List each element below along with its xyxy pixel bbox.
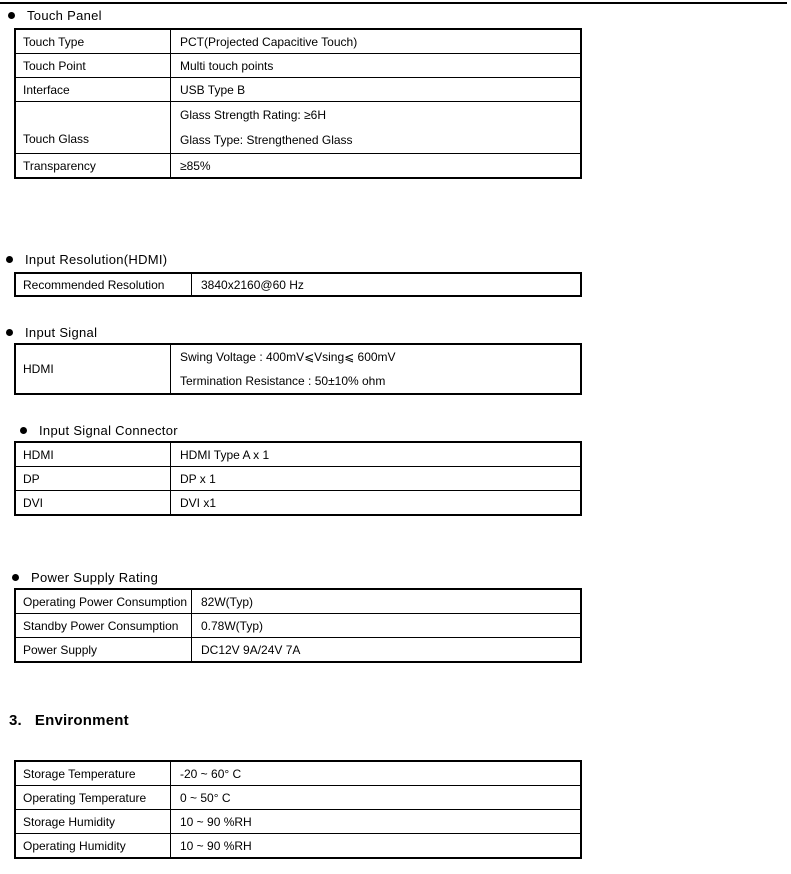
value-line: 10 ~ 90 %RH: [180, 838, 252, 853]
value-line: DVI x1: [180, 495, 217, 510]
row-value: [171, 810, 580, 833]
table-row: [16, 467, 580, 491]
value-line: -20 ~ 60° C: [180, 766, 242, 781]
page-top-rule: [0, 2, 787, 4]
input-resolution-table: [14, 272, 582, 297]
table-row: [16, 786, 580, 810]
input-signal-table: [14, 343, 582, 395]
row-label: Transparency: [16, 154, 171, 177]
section-heading-touch-panel: [8, 7, 102, 23]
row-label: Operating Temperature: [16, 786, 171, 809]
row-value: [171, 102, 580, 153]
row-value: [171, 54, 580, 77]
row-value: [192, 590, 580, 613]
chapter-number: 3.: [9, 712, 22, 729]
table-row: [16, 30, 580, 54]
row-value: [171, 762, 580, 785]
value-line: 82W(Typ): [201, 594, 254, 609]
row-label: Touch Point: [16, 54, 171, 77]
row-label: Recommended Resolution: [16, 274, 192, 295]
row-label: HDMI: [16, 345, 171, 393]
value-line: 3840x2160@60 Hz: [201, 277, 304, 292]
table-row: [16, 154, 580, 177]
section-heading-input-resolution: [6, 251, 167, 267]
value-line: Glass Type: Strengthened Glass: [180, 132, 353, 147]
section-title: Input Signal Connector: [39, 422, 178, 438]
value-line: USB Type B: [180, 82, 246, 97]
bullet-icon: [12, 574, 19, 581]
value-line: Termination Resistance : 50±10% ohm: [180, 374, 386, 388]
table-row: [16, 834, 580, 857]
environment-table: [14, 760, 582, 859]
row-value: [192, 274, 580, 295]
bullet-icon: [20, 427, 27, 434]
row-label: Power Supply: [16, 638, 192, 661]
value-line: PCT(Projected Capacitive Touch): [180, 34, 358, 49]
value-line: HDMI Type A x 1: [180, 447, 270, 462]
table-row: [16, 638, 580, 661]
chapter-title: Environment: [34, 712, 129, 729]
row-value: [192, 638, 580, 661]
row-label: Operating Humidity: [16, 834, 171, 857]
section-heading-power-supply-rating: [12, 569, 158, 585]
table-row: [16, 762, 580, 786]
section-heading-input-signal: [6, 324, 97, 340]
row-value: [171, 467, 580, 490]
row-value: [171, 491, 580, 514]
section-title: Input Signal: [25, 324, 98, 340]
row-label: HDMI: [16, 443, 171, 466]
row-value: [171, 834, 580, 857]
row-label: Operating Power Consumption: [16, 590, 192, 613]
table-row: [16, 491, 580, 514]
value-line: DP x 1: [180, 471, 216, 486]
bullet-icon: [6, 329, 13, 336]
row-value: [171, 345, 580, 393]
row-label: Storage Humidity: [16, 810, 171, 833]
row-label: Touch Type: [16, 30, 171, 53]
chapter-heading-environment: [9, 712, 129, 729]
table-row: [16, 102, 580, 154]
row-value: [171, 30, 580, 53]
table-row: [16, 614, 580, 638]
section-title: Input Resolution(HDMI): [25, 251, 168, 267]
bullet-icon: [8, 12, 15, 19]
section-title: Touch Panel: [27, 7, 102, 23]
table-row: [16, 345, 580, 393]
row-value: [192, 614, 580, 637]
value-line: 0 ~ 50° C: [180, 790, 231, 805]
row-value: [171, 154, 580, 177]
row-value: [171, 786, 580, 809]
row-label: DP: [16, 467, 171, 490]
input-signal-connector-table: [14, 441, 582, 516]
row-label: Standby Power Consumption: [16, 614, 192, 637]
bullet-icon: [6, 256, 13, 263]
value-line: 10 ~ 90 %RH: [180, 814, 252, 829]
value-line: Glass Strength Rating: ≥6H: [180, 107, 326, 122]
row-value: [171, 78, 580, 101]
section-title: Power Supply Rating: [31, 569, 159, 585]
value-line: Swing Voltage : 400mV⩽Vsing⩽ 600mV: [180, 350, 396, 364]
row-value: [171, 443, 580, 466]
section-heading-input-signal-connector: [20, 422, 178, 438]
power-supply-rating-table: [14, 588, 582, 663]
row-label: Interface: [16, 78, 171, 101]
row-label: Touch Glass: [16, 102, 171, 153]
row-label: Storage Temperature: [16, 762, 171, 785]
table-row: [16, 274, 580, 295]
row-label: DVI: [16, 491, 171, 514]
value-line: ≥85%: [180, 158, 211, 173]
table-row: [16, 590, 580, 614]
table-row: [16, 78, 580, 102]
touch-panel-table: [14, 28, 582, 179]
table-row: [16, 443, 580, 467]
value-line: 0.78W(Typ): [201, 618, 264, 633]
value-line: DC12V 9A/24V 7A: [201, 642, 301, 657]
table-row: [16, 810, 580, 834]
table-row: [16, 54, 580, 78]
value-line: Multi touch points: [180, 58, 274, 73]
